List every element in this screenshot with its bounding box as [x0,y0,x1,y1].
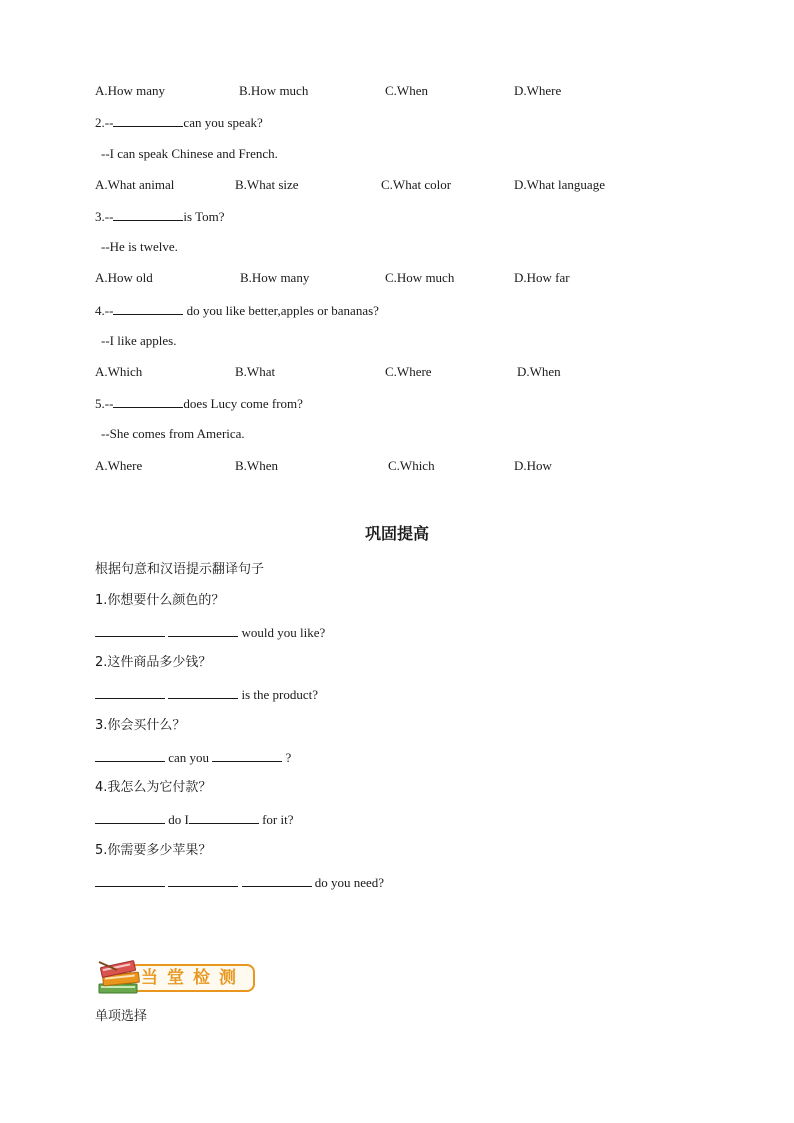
q2-question [95,114,263,131]
q3-text: is Tom? [183,209,225,224]
stacked-books-icon [95,958,145,1000]
translation-2-blank-1[interactable] [95,686,165,699]
q2-text: can you speak? [183,115,263,130]
q3-option-a[interactable]: A.How old [95,270,153,285]
q4-text: do you like better,apples or bananas? [183,303,379,318]
translation-2-blank-2[interactable] [168,686,238,699]
translation-5-prompt: 5.你需要多少苹果？ [95,843,212,858]
q2-option-c[interactable]: C.What color [381,177,452,192]
translation-2-prompt: 2.这件商品多少钱？ [95,655,212,670]
badge-label: 当堂检测 [141,968,245,988]
translation-3-prompt: 3.你会买什么？ [95,718,186,733]
q3-option-d[interactable]: D.How far [514,270,570,285]
q3-question [95,208,225,225]
q4-option-d[interactable]: D.When [517,364,561,379]
q3-option-c[interactable]: C.How much [385,270,455,285]
q5-option-d[interactable]: D.How [514,458,552,473]
translation-1-answer [95,624,325,641]
q2-answer: --I can speak Chinese and French. [101,146,278,161]
translation-2-tail: is the product? [238,687,319,702]
q5-option-b[interactable]: B.When [235,458,278,473]
next-instruction: 单项选择 [95,1009,148,1024]
translation-4-prompt: 4.我怎么为它付款？ [95,780,212,795]
q4-question [95,302,379,319]
section-title: 巩固提高 [364,524,429,543]
q3-blank[interactable] [113,208,183,221]
translation-1-prompt: 1.你想要什么颜色的？ [95,593,225,608]
q5-option-a[interactable]: A.Where [95,458,143,473]
translation-1-blank-1[interactable] [95,624,165,637]
q2-blank[interactable] [113,114,183,127]
translation-4-tail: for it? [258,812,294,827]
translation-3-blank-1[interactable] [95,749,165,762]
translation-3-mid: can you [165,750,213,765]
q4-blank[interactable] [113,302,183,315]
q2-number: 2.-- [95,115,114,130]
translation-4-answer [95,811,294,828]
translation-1-tail: would you like? [238,625,326,640]
q5-option-c[interactable]: C.Which [388,458,435,473]
translation-3-answer [95,749,291,766]
q4-option-a[interactable]: A.Which [95,364,143,379]
q2-option-b[interactable]: B.What size [235,177,299,192]
translation-5-answer [95,874,384,891]
translation-5-tail: do you need? [311,875,385,890]
q4-option-b[interactable]: B.What [235,364,276,379]
translation-3-tail: ? [282,750,292,765]
q5-text: does Lucy come from? [183,396,303,411]
q4-answer: --I like apples. [101,333,177,348]
q4-number: 4.-- [95,303,114,318]
translation-5-blank-2[interactable] [168,874,238,887]
section-instruction: 根据句意和汉语提示翻译句子 [95,562,265,577]
q5-question [95,395,303,412]
q5-blank[interactable] [113,395,183,408]
translation-3-blank-2[interactable] [212,749,282,762]
q3-number: 3.-- [95,209,114,224]
q3-answer: --He is twelve. [101,239,178,254]
q5-answer: --She comes from America. [101,426,245,441]
translation-2-answer [95,686,318,703]
q1-option-a[interactable]: A.How many [95,83,166,98]
translation-5-blank-1[interactable] [95,874,165,887]
section-badge [95,958,259,1000]
translation-4-blank-1[interactable] [95,811,165,824]
q1-option-c[interactable]: C.When [385,83,428,98]
q2-option-d[interactable]: D.What language [514,177,605,192]
q1-option-b[interactable]: B.How much [239,83,309,98]
q2-option-a[interactable]: A.What animal [95,177,175,192]
q3-option-b[interactable]: B.How many [240,270,310,285]
translation-4-mid: do I [165,812,189,827]
q5-number: 5.-- [95,396,114,411]
translation-5-blank-3[interactable] [242,874,312,887]
q4-option-c[interactable]: C.Where [385,364,432,379]
translation-4-blank-2[interactable] [189,811,259,824]
translation-1-blank-2[interactable] [168,624,238,637]
q1-option-d[interactable]: D.Where [514,83,562,98]
